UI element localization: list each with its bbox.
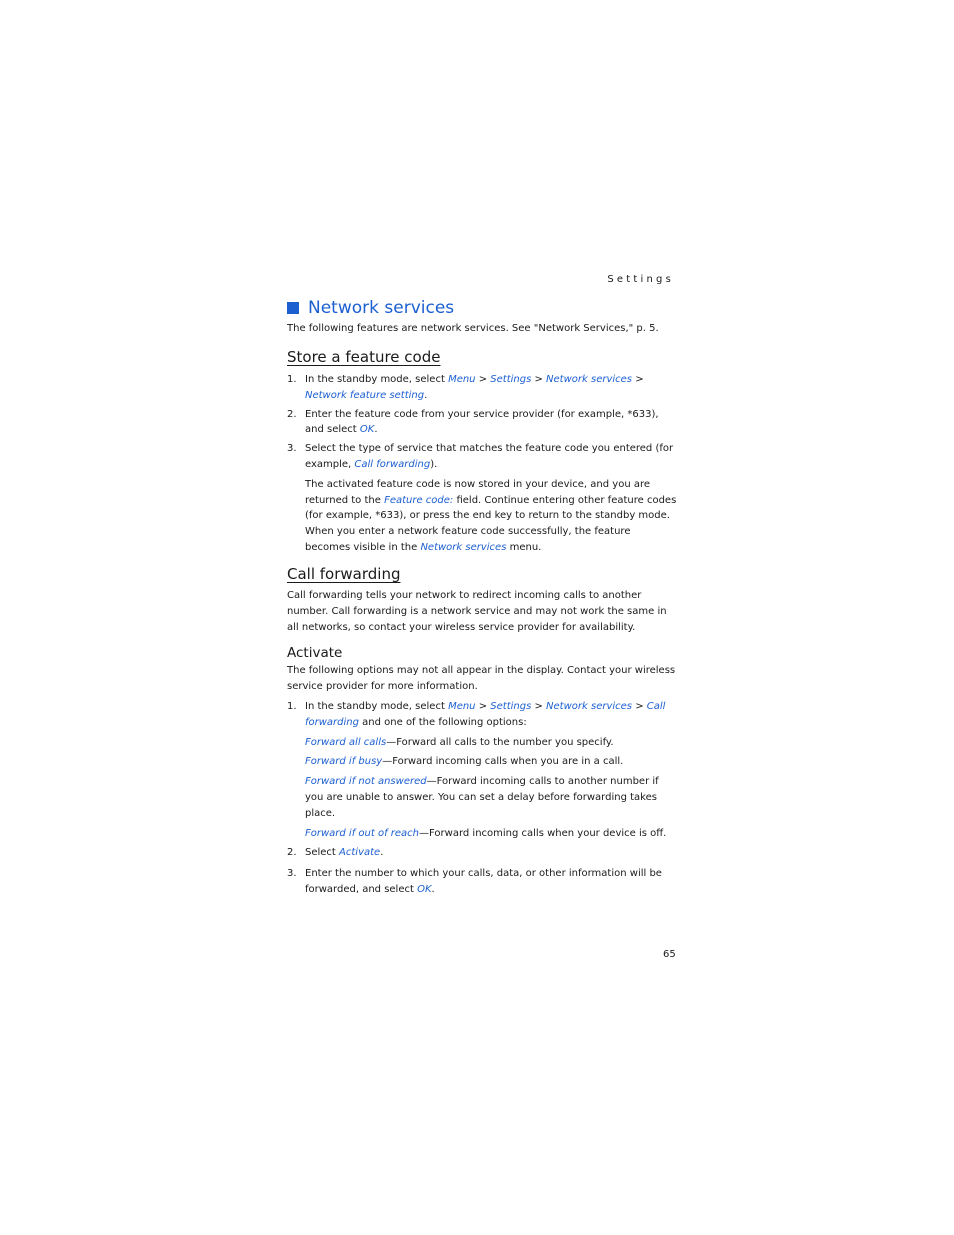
step-text: . bbox=[374, 424, 378, 436]
menu-separator: > bbox=[531, 701, 547, 712]
menu-item-ok: OK bbox=[359, 424, 375, 436]
list-item bbox=[287, 845, 677, 861]
menu-item-network-services: Network services bbox=[546, 374, 633, 385]
step-text: Enter the number to which your calls, data, or other information will be forwarded, and select bbox=[305, 868, 662, 895]
step-number: 1. bbox=[287, 374, 297, 385]
step-text: . bbox=[431, 883, 435, 895]
step-text: . bbox=[380, 847, 384, 859]
forwarding-option bbox=[287, 774, 677, 821]
step-note bbox=[287, 477, 677, 556]
list-item bbox=[287, 699, 677, 731]
step-number: 2. bbox=[287, 847, 297, 859]
menu-item-network-services: Network services bbox=[546, 701, 633, 712]
section-marker-icon bbox=[287, 302, 299, 314]
note-text: The activated feature code is now stored in your device, and you are returned to the bbox=[305, 478, 651, 506]
store-feature-code-heading: Store a feature code bbox=[287, 348, 441, 366]
call-forwarding-intro: Call forwarding tells your network to redirect incoming calls to another number. Call forwarding is a network service and may not work the same in all networks, so contact your wireless service provider for availability. bbox=[287, 590, 667, 633]
option-label: Forward if out of reach bbox=[305, 827, 420, 839]
menu-item-menu: Menu bbox=[448, 374, 476, 385]
option-label: Forward all calls bbox=[305, 736, 387, 748]
menu-separator: > bbox=[531, 374, 547, 385]
option-description: —Forward incoming calls to another number if you are unable to answer. You can set a delay before forwarding takes place. bbox=[305, 776, 659, 819]
step-number: 1. bbox=[287, 701, 297, 712]
menu-item-call-forwarding: Call forwarding bbox=[305, 701, 666, 728]
option-description: —Forward all calls to the number you specify. bbox=[386, 736, 614, 748]
option-label: Forward if busy bbox=[305, 756, 383, 768]
list-item bbox=[287, 441, 677, 473]
list-item bbox=[287, 866, 677, 898]
menu-separator: > bbox=[632, 374, 644, 385]
menu-item-network-services: Network services bbox=[420, 541, 507, 553]
forwarding-option bbox=[287, 826, 677, 842]
note-text: field. Continue entering other feature codes (for example, *633), or press the end key to return to the standby mode. When you enter a network feature code successfully, the feature becomes visible in the bbox=[305, 494, 677, 553]
activate-steps bbox=[287, 699, 677, 898]
page-number: 65 bbox=[663, 949, 676, 960]
option-description: —Forward incoming calls when you are in a call. bbox=[382, 756, 624, 768]
step-text: Select bbox=[305, 847, 340, 859]
step-number: 3. bbox=[287, 443, 297, 455]
menu-item-menu: Menu bbox=[448, 701, 476, 712]
menu-item-activate: Activate bbox=[339, 847, 381, 859]
section-title-text: Network services bbox=[308, 298, 455, 318]
note-text: menu. bbox=[506, 541, 542, 553]
forwarding-option bbox=[287, 754, 677, 770]
step-text: and one of the following options: bbox=[358, 716, 527, 728]
step-text: In the standby mode, select bbox=[305, 374, 449, 385]
list-item bbox=[287, 372, 677, 404]
option-label: Forward if not answered bbox=[305, 776, 427, 788]
activate-heading: Activate bbox=[287, 645, 343, 661]
step-text: Enter the feature code from your service provider (for example, *633), and select bbox=[305, 408, 659, 436]
step-text: In the standby mode, select bbox=[305, 701, 449, 712]
menu-item-settings: Settings bbox=[490, 701, 532, 712]
network-services-intro: The following features are network services. See "Network Services," p. 5. bbox=[287, 323, 659, 334]
forwarding-option bbox=[287, 735, 677, 751]
store-feature-code-steps bbox=[287, 372, 677, 556]
menu-item-network-feature-setting: Network feature setting bbox=[305, 389, 425, 401]
step-number: 2. bbox=[287, 408, 297, 420]
step-text: ). bbox=[430, 458, 438, 470]
menu-separator: > bbox=[475, 374, 491, 385]
field-feature-code: Feature code: bbox=[384, 494, 454, 506]
list-item bbox=[287, 407, 677, 439]
menu-item-call-forwarding: Call forwarding bbox=[354, 458, 431, 470]
menu-item-settings: Settings bbox=[490, 374, 532, 385]
activate-intro: The following options may not all appear in the display. Contact your wireless service provider for more information. bbox=[287, 665, 676, 692]
step-number: 3. bbox=[287, 868, 297, 880]
option-description: —Forward incoming calls when your device is off. bbox=[419, 827, 667, 839]
running-head: Settings bbox=[607, 274, 674, 285]
call-forwarding-heading: Call forwarding bbox=[287, 565, 401, 583]
menu-separator: > bbox=[632, 701, 647, 712]
step-text: . bbox=[424, 389, 428, 401]
menu-item-ok: OK bbox=[417, 883, 432, 895]
section-title bbox=[287, 298, 454, 318]
menu-separator: > bbox=[475, 701, 491, 712]
step-text: Select the type of service that matches the feature code you entered (for example, bbox=[305, 443, 674, 470]
